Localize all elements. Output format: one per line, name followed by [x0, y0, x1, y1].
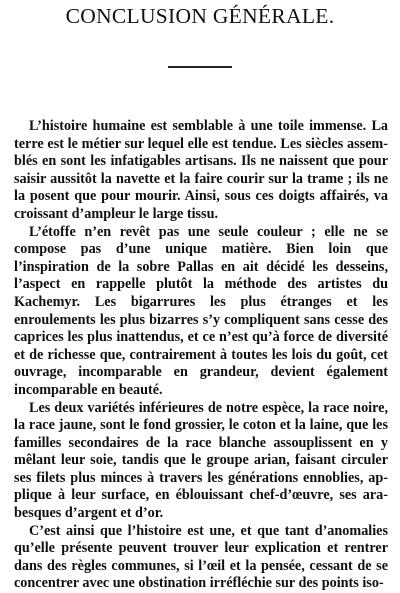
page-title: CONCLUSION GÉNÉRALE.: [65, 4, 335, 28]
title-divider: [168, 66, 232, 68]
paragraph-2: L’étoffe n’en revêt pas une seule couleur ; elle ne se compose pas d’une unique matière. Bien loin que l’inspiration de la sobre Pallas en ait décidé les desseins, l’aspect en rappelle plutôt la méthode des artistes du Kachemyr. Les bigarrures les plus étranges et les enroulements les plus bizarres s’y compliquent sans cesse des caprices les plus inattendus, et ce n’est qu’à force de diversité et de richesse que, contrairement à toutes les lois du goût, cet ouvrage, incomparable en grandeur, devient également incomparable en beauté.: [14, 223, 388, 398]
body-text: [14, 118, 388, 593]
paragraph-1: L’histoire humaine est semblable à une toile immense. La terre est le métier sur lequel elle est tendue. Les siècles assemblés en sont les infatigables artisans. Ils ne naissent que pour saisir aussitôt la navette et la faire courir sur la trame ; ils ne la posent que pour mourir. Ainsi, sous ces doigts affairés, va croissant d’ampleur le large tissu.: [14, 118, 388, 222]
paragraph-3: Les deux variétés inférieures de notre espèce, la race noire, la race jaune, sont le fond grossier, le coton et la laine, que les familles secondaires de la race blanche assouplissent en y mêlant leur soie, tandis que le groupe arian, faisant circuler ses filets plus minces à travers les générations ennoblies, applique à leur surface, en éblouissant chef-d’œuvre, ses arabesques d’argent et d’or.: [14, 399, 388, 522]
paragraph-4: C’est ainsi que l’histoire est une, et que tant d’anomalies qu’elle présente peuvent trouver leur explication et rentrer dans des règles communes, si l’œil et la pensée, cessant de se concentrer avec une obstination irréfléchie sur des points iso-: [14, 522, 388, 592]
